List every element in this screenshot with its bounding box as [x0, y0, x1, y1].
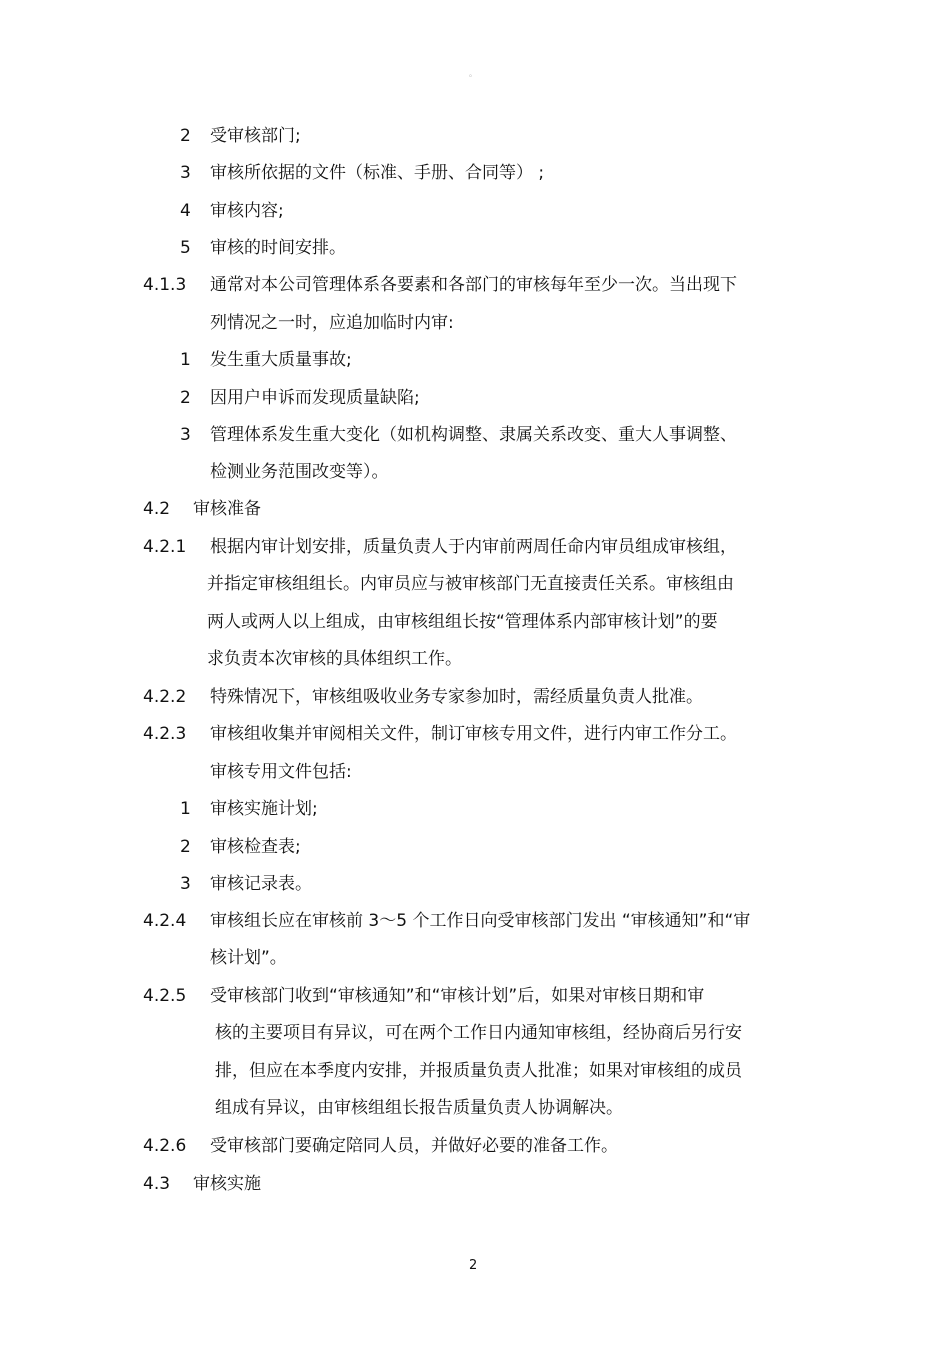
list-item-number: 2 [180, 126, 191, 146]
clause-number: 4.2.5 [143, 986, 187, 1006]
list-item-number: 1 [180, 799, 191, 819]
list-item-text: 审核的时间安排。 [210, 238, 346, 258]
list-item-number: 3 [180, 874, 191, 894]
list-item-text: 发生重大质量事故; [210, 350, 352, 370]
section-heading: 审核实施 [193, 1174, 261, 1194]
list-item-number: 3 [180, 163, 191, 183]
list-item-number: 4 [180, 201, 191, 221]
clause-number: 4.2.6 [143, 1136, 187, 1156]
list-item-number: 5 [180, 238, 191, 258]
clause-text-continued: 审核专用文件包括: [210, 762, 352, 782]
clause-number: 4.2.3 [143, 724, 187, 744]
clause-number: 4.2.2 [143, 687, 187, 707]
list-item-number: 1 [180, 350, 191, 370]
list-item-number: 2 [180, 388, 191, 408]
section-number: 4.2 [143, 499, 171, 519]
list-item-number: 2 [180, 837, 191, 857]
clause-text: 审核组收集并审阅相关文件，制订审核专用文件，进行内审工作分工。 [210, 724, 737, 744]
clause-text-continued: 求负责本次审核的具体组织工作。 [207, 649, 462, 669]
clause-text: 特殊情况下，审核组吸收业务专家参加时，需经质量负责人批准。 [210, 687, 703, 707]
clause-text-continued: 列情况之一时，应追加临时内审: [210, 313, 454, 333]
clause-text: 根据内审计划安排，质量负责人于内审前两周任命内审员组成审核组， [210, 537, 737, 557]
clause-text-continued: 并指定审核组组长。内审员应与被审核部门无直接责任关系。审核组由 [207, 574, 734, 594]
list-item-text: 审核实施计划; [210, 799, 318, 819]
list-item-text: 管理体系发生重大变化（如机构调整、隶属关系改变、重大人事调整、 [210, 425, 737, 445]
list-item-text-continued: 检测业务范围改变等）。 [210, 462, 389, 482]
list-item-number: 3 [180, 425, 191, 445]
list-item-text: 审核所依据的文件（标准、手册、合同等） ; [210, 163, 545, 183]
clause-text: 通常对本公司管理体系各要素和各部门的审核每年至少一次。当出现下 [210, 275, 737, 295]
list-item-text: 审核内容; [210, 201, 284, 221]
clause-text-continued: 组成有异议，由审核组组长报告质量负责人协调解决。 [215, 1098, 623, 1118]
clause-text-continued: 两人或两人以上组成，由审核组组长按“管理体系内部审核计划”的要 [207, 612, 718, 632]
clause-text-continued: 核的主要项目有异议，可在两个工作日内通知审核组，经协商后另行安 [215, 1023, 742, 1043]
header-mark: 。 [469, 69, 477, 78]
section-heading: 审核准备 [193, 499, 261, 519]
clause-number: 4.1.3 [143, 275, 187, 295]
clause-text: 受审核部门收到“审核通知”和“审核计划”后，如果对审核日期和审 [210, 986, 705, 1006]
clause-number: 4.2.4 [143, 911, 187, 931]
clause-text-continued: 排，但应在本季度内安排，并报质量负责人批准；如果对审核组的成员 [215, 1061, 742, 1081]
list-item-text: 审核检查表; [210, 837, 301, 857]
list-item-text: 受审核部门; [210, 126, 301, 146]
clause-text: 审核组长应在审核前 3～5 个工作日向受审核部门发出 “审核通知”和“审 [210, 911, 751, 931]
clause-text-continued: 核计划”。 [210, 948, 287, 968]
clause-number: 4.2.1 [143, 537, 187, 557]
list-item-text: 因用户申诉而发现质量缺陷; [210, 388, 420, 408]
clause-text: 受审核部门要确定陪同人员，并做好必要的准备工作。 [210, 1136, 618, 1156]
page-number: 2 [469, 1258, 478, 1273]
section-number: 4.3 [143, 1174, 171, 1194]
list-item-text: 审核记录表。 [210, 874, 312, 894]
